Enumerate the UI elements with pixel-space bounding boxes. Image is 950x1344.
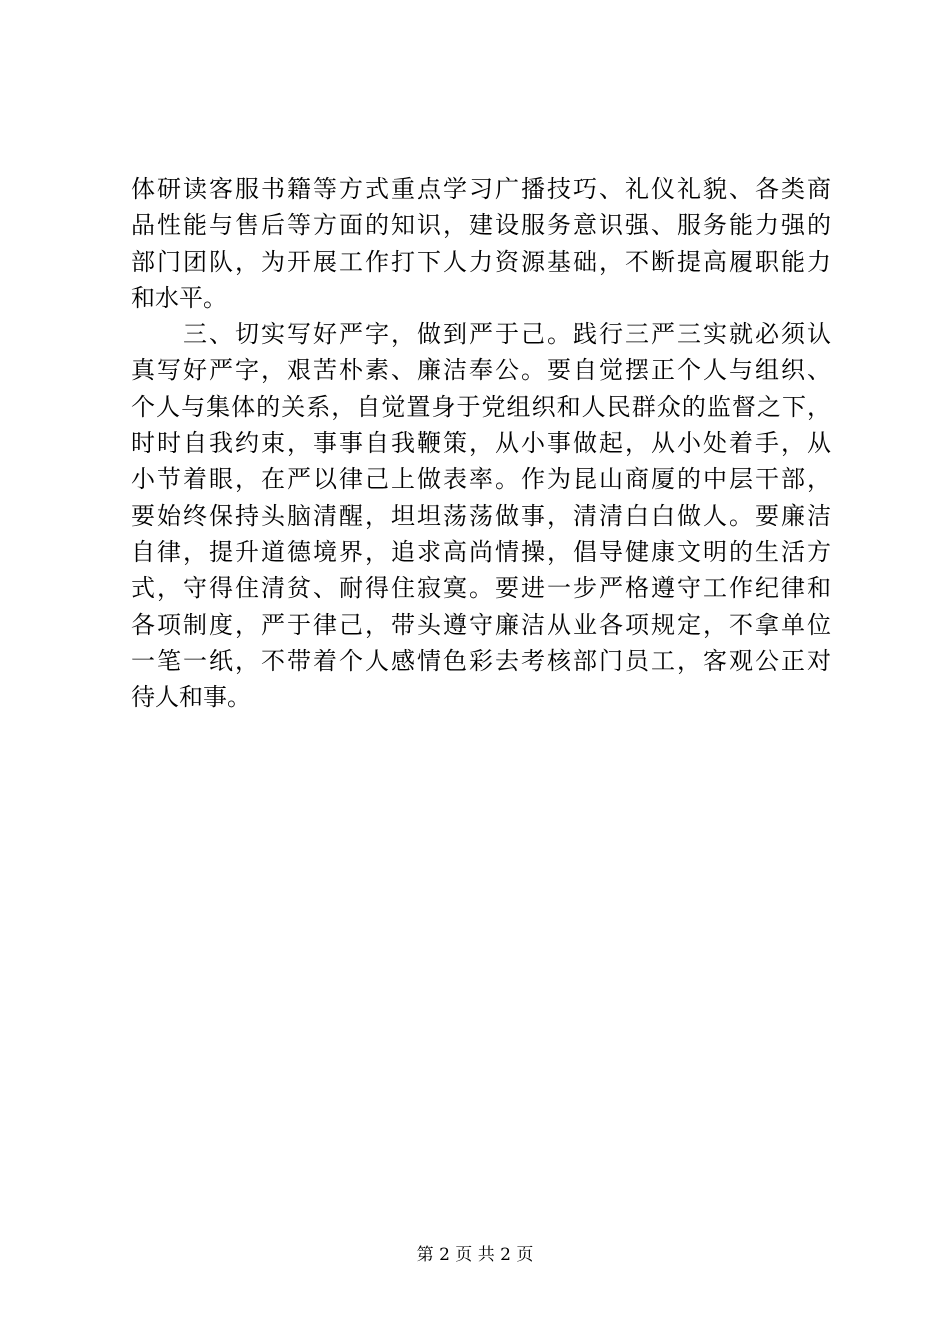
text-line: 个人与集体的关系，自觉置身于党组织和人民群众的监督之下， bbox=[131, 392, 831, 421]
text-line: 式，守得住清贫、耐得住寂寞。要进一步严格遵守工作纪律和 bbox=[131, 574, 831, 603]
text-line: 自律，提升道德境界，追求高尚情操，倡导健康文明的生活方 bbox=[131, 537, 831, 566]
text-line: 时时自我约束，事事自我鞭策，从小事做起，从小处着手，从 bbox=[131, 429, 831, 458]
text-line: 体研读客服书籍等方式重点学习广播技巧、礼仪礼貌、各类商 bbox=[131, 175, 831, 203]
text-line: 部门团队，为开展工作打下人力资源基础，不断提高履职能力 bbox=[131, 247, 831, 276]
text-line: 三、切实写好严字，做到严于己。践行三严三实就必须认 bbox=[131, 320, 831, 349]
text-line: 待人和事。 bbox=[131, 683, 251, 712]
body-text bbox=[131, 171, 831, 715]
text-line: 各项制度，严于律己，带头遵守廉洁从业各项规定，不拿单位 bbox=[131, 610, 831, 639]
page-number-footer: 第 2 页 共 2 页 bbox=[416, 1245, 534, 1265]
text-line: 品性能与售后等方面的知识，建设服务意识强、服务能力强的 bbox=[131, 211, 831, 240]
text-line: 真写好严字，艰苦朴素、廉洁奉公。要自觉摆正个人与组织、 bbox=[131, 356, 831, 385]
text-line: 要始终保持头脑清醒，坦坦荡荡做事，清清白白做人。要廉洁 bbox=[131, 501, 831, 530]
text-line: 和水平。 bbox=[131, 283, 227, 312]
text-line: 小节着眼，在严以律己上做表率。作为昆山商厦的中层干部， bbox=[131, 465, 831, 494]
text-line: 一笔一纸，不带着个人感情色彩去考核部门员工，客观公正对 bbox=[131, 646, 831, 675]
